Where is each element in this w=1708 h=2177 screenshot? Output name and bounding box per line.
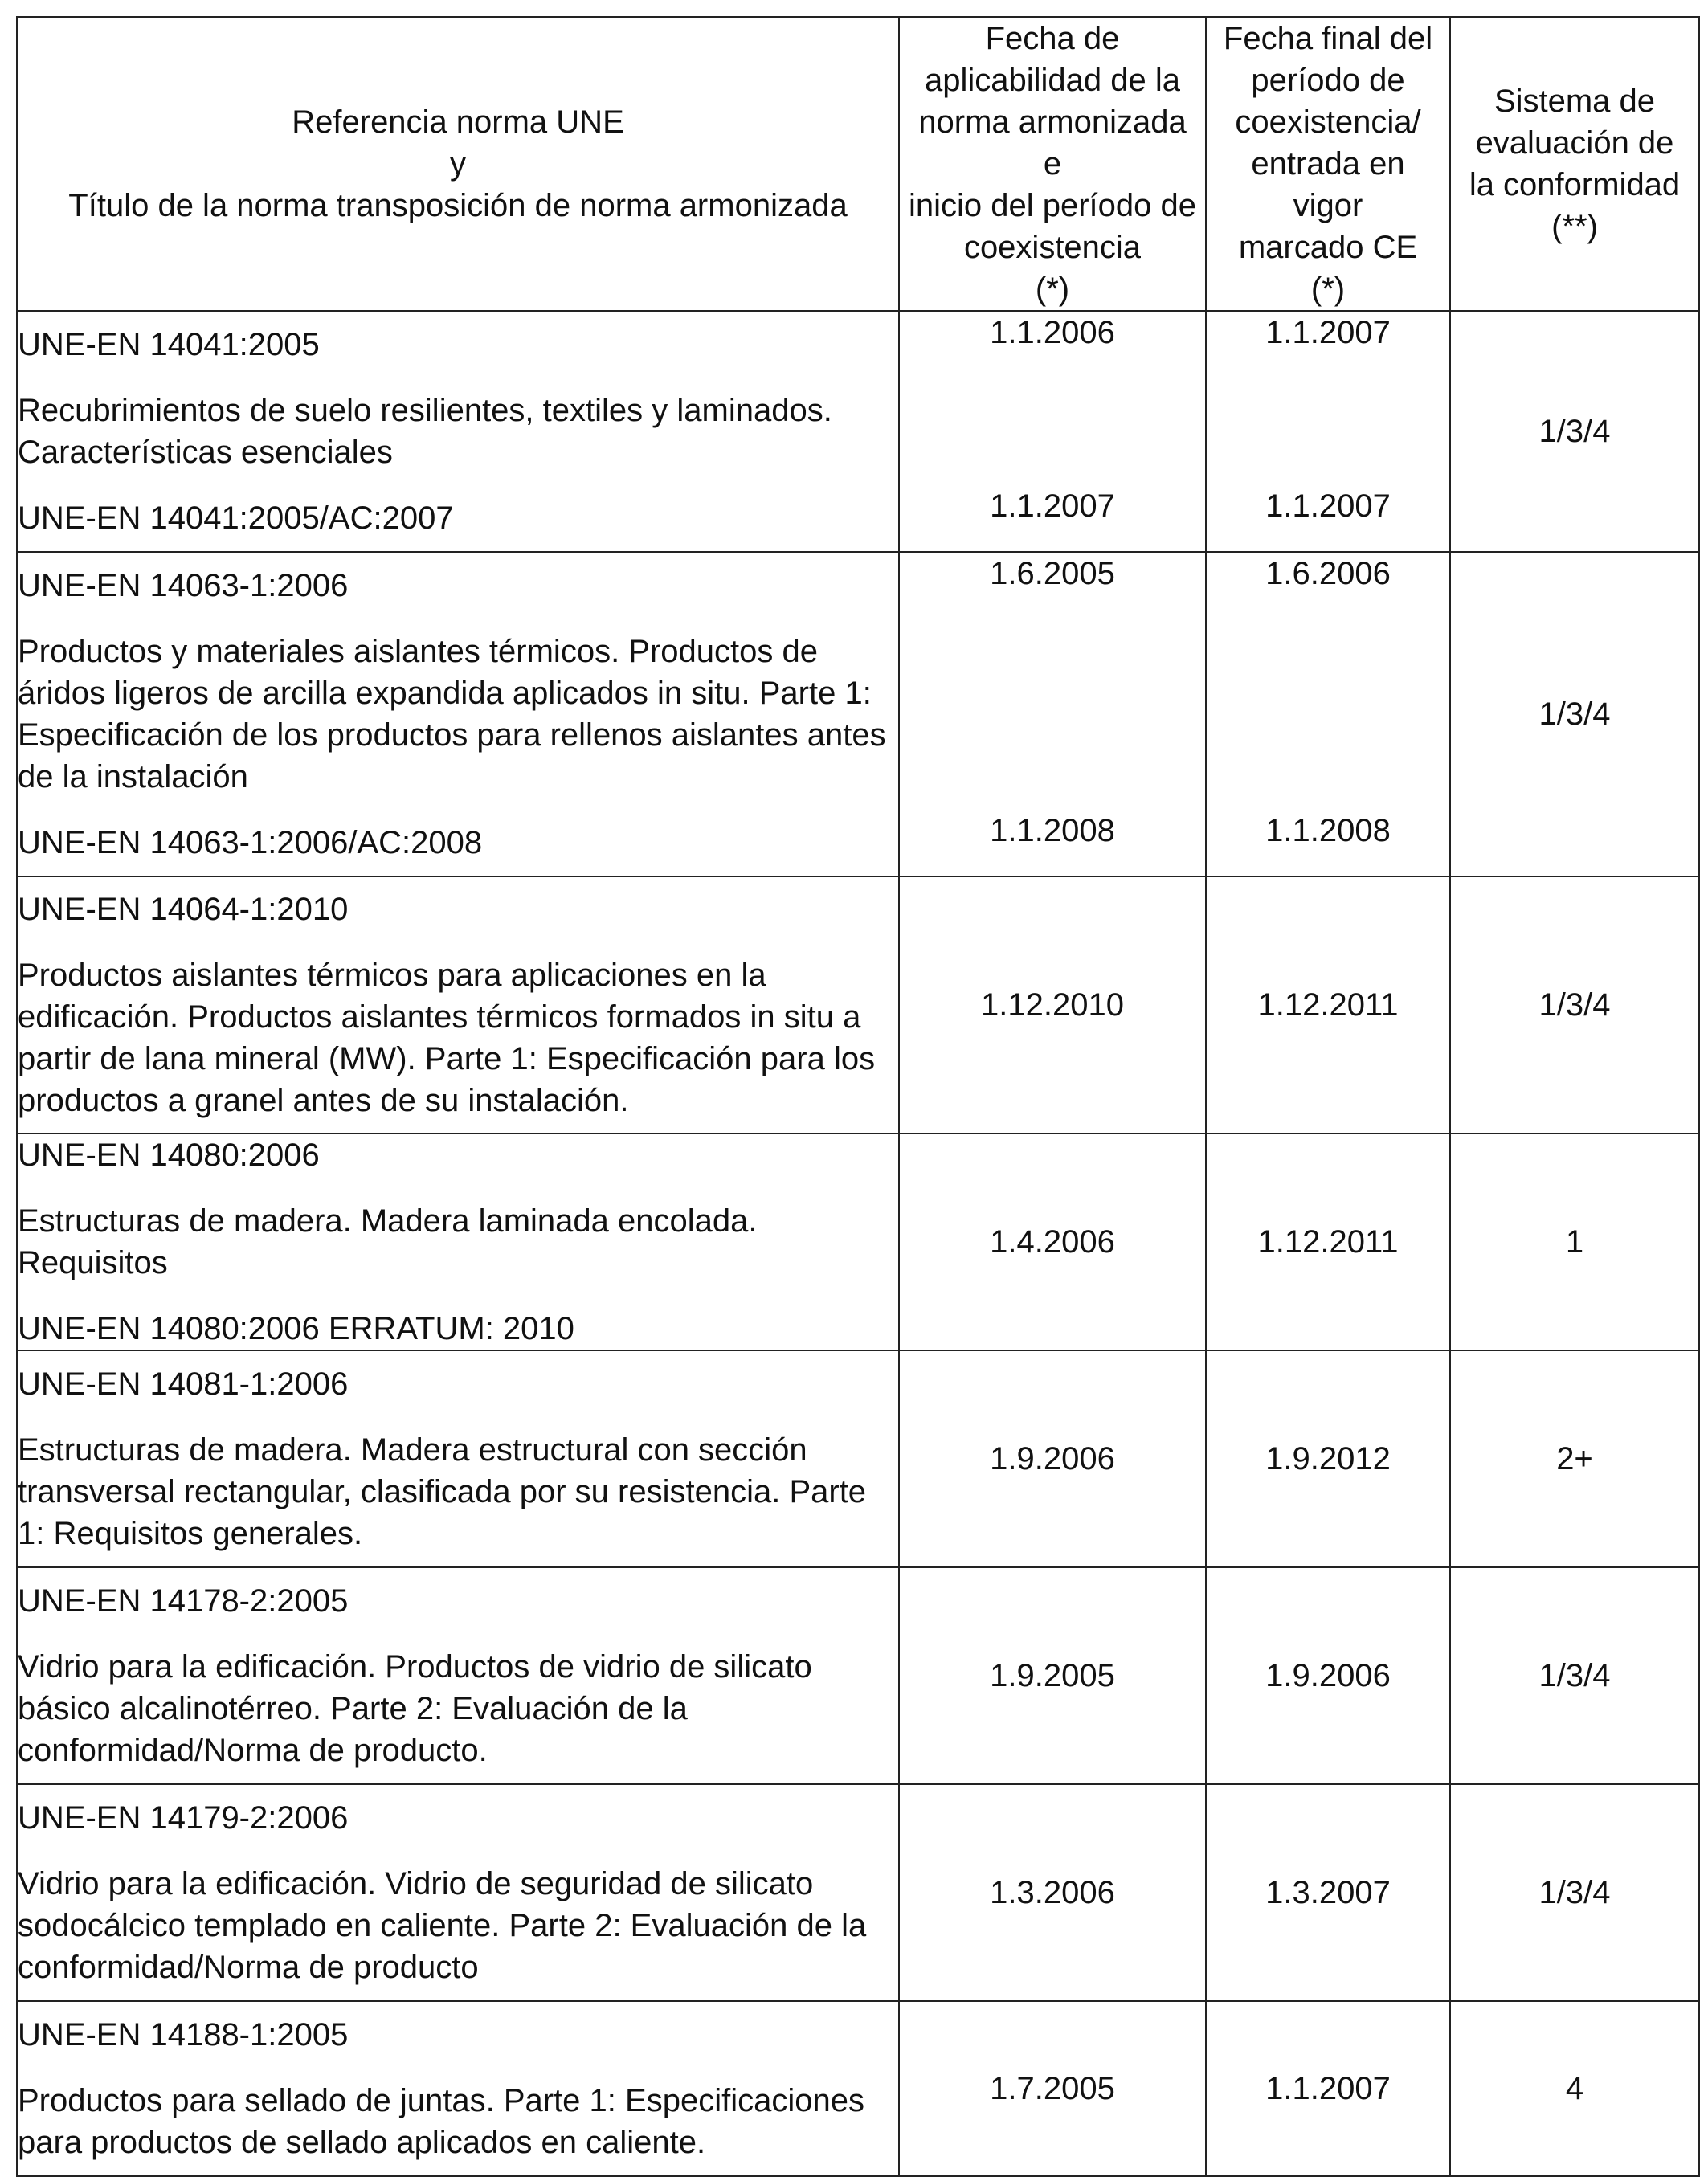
table-row xyxy=(17,1784,1699,2001)
conformity-system-cell: 1 xyxy=(1450,1133,1699,1350)
coexistence-end-cell: 1.12.2011 xyxy=(1206,1133,1450,1350)
applicability-date: 1.1.2006 xyxy=(990,315,1115,350)
conformity-system-cell: 1/3/4 xyxy=(1450,552,1699,876)
header-conformity-system: Sistema de evaluación de la conformidad (**) xyxy=(1450,17,1699,311)
table-row xyxy=(17,552,1699,876)
conformity-system-cell: 4 xyxy=(1450,2001,1699,2176)
standard-title: Vidrio para la edificación. Vidrio de seguridad de silicato sodocálcico templado en caliente. Parte 2: Evaluación de la conformidad/Norma de producto xyxy=(18,1866,867,1985)
applicability-date-corrigendum: 1.1.2007 xyxy=(990,488,1115,524)
standard-reference: UNE-EN 14179-2:2006 xyxy=(18,1800,349,1836)
applicability-date-cell: 1.9.2006 xyxy=(899,1350,1206,1567)
conformity-system-cell: 1/3/4 xyxy=(1450,1784,1699,2001)
reference-cell xyxy=(17,1567,899,1784)
header-coexistence-end-date: Fecha final del período de coexistencia/ entrada en vigor marcado CE (*) xyxy=(1206,17,1450,311)
applicability-date-corrigendum: 1.1.2008 xyxy=(990,813,1115,848)
reference-cell xyxy=(17,1133,899,1350)
table-row xyxy=(17,2001,1699,2176)
standard-title: Estructuras de madera. Madera estructural con sección transversal rectangular, clasificada por su resistencia. Parte 1: Requisitos generales. xyxy=(18,1432,867,1551)
coexistence-end-cell xyxy=(1206,552,1450,876)
standard-title: Vidrio para la edificación. Productos de vidrio de silicato básico alcalinotérreo. Parte 2: Evaluación de la conformidad/Norma de producto. xyxy=(18,1649,812,1768)
conformity-system-cell: 1/3/4 xyxy=(1450,311,1699,552)
applicability-date-cell: 1.7.2005 xyxy=(899,2001,1206,2176)
applicability-date-cell: 1.12.2010 xyxy=(899,876,1206,1133)
conformity-system-cell: 2+ xyxy=(1450,1350,1699,1567)
table-row xyxy=(17,311,1699,552)
coexistence-end-date-corrigendum: 1.1.2007 xyxy=(1265,488,1391,524)
standard-reference: UNE-EN 14188-1:2005 xyxy=(18,2017,349,2052)
reference-cell xyxy=(17,311,899,552)
coexistence-end-date-corrigendum: 1.1.2008 xyxy=(1265,813,1391,848)
coexistence-end-cell: 1.1.2007 xyxy=(1206,2001,1450,2176)
table-header-row xyxy=(17,17,1699,311)
standard-title: Productos aislantes térmicos para aplicaciones en la edificación. Productos aislantes térmicos formados in situ a partir de lana mineral (MW). Parte 1: Especificación para los productos a granel antes de su instalación. xyxy=(18,958,876,1118)
reference-cell xyxy=(17,2001,899,2176)
reference-cell xyxy=(17,1350,899,1567)
reference-cell xyxy=(17,876,899,1133)
standard-title: Recubrimientos de suelo resilientes, textiles y laminados. Características esenciales xyxy=(18,393,832,470)
table-row xyxy=(17,1133,1699,1350)
header-applicability-date: Fecha de aplicabilidad de la norma armonizada e inicio del período de coexistencia (*) xyxy=(899,17,1206,311)
standard-corrigendum: UNE-EN 14041:2005/AC:2007 xyxy=(18,500,454,536)
applicability-date-cell: 1.9.2005 xyxy=(899,1567,1206,1784)
conformity-system-cell: 1/3/4 xyxy=(1450,876,1699,1133)
applicability-date-cell xyxy=(899,552,1206,876)
reference-cell xyxy=(17,552,899,876)
standard-corrigendum: UNE-EN 14080:2006 ERRATUM: 2010 xyxy=(18,1311,574,1346)
standard-reference: UNE-EN 14178-2:2005 xyxy=(18,1583,349,1619)
applicability-date-cell: 1.4.2006 xyxy=(899,1133,1206,1350)
standard-reference: UNE-EN 14063-1:2006 xyxy=(18,568,349,603)
coexistence-end-date: 1.1.2007 xyxy=(1265,315,1391,350)
coexistence-end-date: 1.6.2006 xyxy=(1265,556,1391,591)
standard-reference: UNE-EN 14081-1:2006 xyxy=(18,1366,349,1402)
coexistence-end-cell: 1.12.2011 xyxy=(1206,876,1450,1133)
standards-table xyxy=(16,16,1700,2177)
standard-title: Estructuras de madera. Madera laminada encolada. Requisitos xyxy=(18,1203,758,1280)
applicability-date: 1.6.2005 xyxy=(990,556,1115,591)
applicability-date-cell: 1.3.2006 xyxy=(899,1784,1206,2001)
standard-reference: UNE-EN 14064-1:2010 xyxy=(18,892,349,927)
header-reference-title: Referencia norma UNE y Título de la norma transposición de norma armonizada xyxy=(17,17,899,311)
standard-title: Productos y materiales aislantes térmicos. Productos de áridos ligeros de arcilla expandida aplicados in situ. Parte 1: Especificación de los productos para rellenos aislantes antes de la instalación xyxy=(18,634,886,794)
coexistence-end-cell: 1.3.2007 xyxy=(1206,1784,1450,2001)
table-row xyxy=(17,1567,1699,1784)
table-row xyxy=(17,1350,1699,1567)
coexistence-end-cell: 1.9.2012 xyxy=(1206,1350,1450,1567)
applicability-date-cell xyxy=(899,311,1206,552)
coexistence-end-cell xyxy=(1206,311,1450,552)
standard-title: Productos para sellado de juntas. Parte 1: Especificaciones para productos de sellado aplicados en caliente. xyxy=(18,2083,864,2160)
standard-corrigendum: UNE-EN 14063-1:2006/AC:2008 xyxy=(18,825,483,860)
standard-reference: UNE-EN 14080:2006 xyxy=(18,1138,320,1173)
table-row xyxy=(17,876,1699,1133)
coexistence-end-cell: 1.9.2006 xyxy=(1206,1567,1450,1784)
conformity-system-cell: 1/3/4 xyxy=(1450,1567,1699,1784)
reference-cell xyxy=(17,1784,899,2001)
standard-reference: UNE-EN 14041:2005 xyxy=(18,327,320,362)
